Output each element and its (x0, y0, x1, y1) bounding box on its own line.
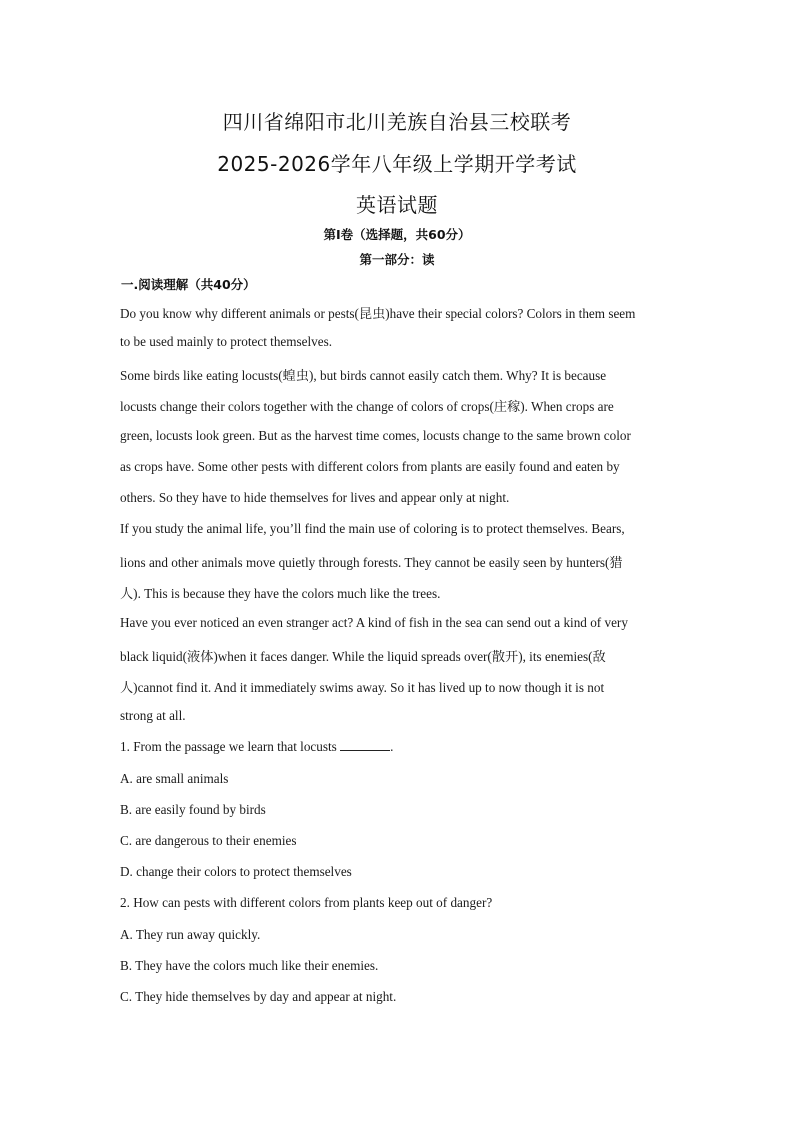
passage-line: black liquid(液体)when it faces danger. While the liquid spreads over(散开), its enemies(敌 (120, 649, 606, 664)
passage-line: If you study the animal life, you’ll find the main use of coloring is to protect themselves. Bears, (120, 521, 625, 536)
question-stem-text: 1. From the passage we learn that locusts (120, 739, 337, 754)
passage-line: others. So they have to hide themselves for lives and appear only at night. (120, 490, 510, 505)
passage-line: lions and other animals move quietly through forests. They cannot be easily seen by hunters(猎 (120, 555, 623, 570)
section-heading: 一.阅读理解（共40分） (121, 277, 256, 292)
answer-option: C. are dangerous to their enemies (120, 833, 297, 848)
passage-line: strong at all. (120, 708, 186, 723)
passage-line: 人). This is because they have the colors much like the trees. (120, 586, 441, 601)
question-stem (120, 739, 393, 755)
answer-option: C. They hide themselves by day and appear at night. (120, 989, 397, 1004)
passage-line: to be used mainly to protect themselves. (120, 334, 333, 349)
exam-title-line-3: 英语试题 (356, 193, 438, 217)
question-stem: 2. How can pests with different colors from plants keep out of danger? (120, 895, 493, 910)
answer-blank (340, 739, 390, 751)
passage-line: Have you ever noticed an even stranger act? A kind of fish in the sea can send out a kind of very (120, 615, 628, 630)
exam-title-line-2: 2025-2026学年八年级上学期开学考试 (217, 152, 577, 176)
question-stem-end: . (390, 739, 394, 754)
passage-line: locusts change their colors together with the change of colors of crops(庄稼). When crops are (120, 399, 614, 414)
answer-option: B. They have the colors much like their enemies. (120, 958, 379, 973)
answer-option: A. They run away quickly. (120, 927, 261, 942)
answer-option: B. are easily found by birds (120, 802, 266, 817)
passage-line: Some birds like eating locusts(蝗虫), but birds cannot easily catch them. Why? It is because (120, 368, 607, 383)
passage-line: Do you know why different animals or pests(昆虫)have their special colors? Colors in them seem (120, 306, 636, 321)
passage-line: as crops have. Some other pests with different colors from plants are easily found and eaten by (120, 459, 620, 474)
passage-line: green, locusts look green. But as the harvest time comes, locusts change to the same brown color (120, 428, 631, 443)
answer-option: A. are small animals (120, 771, 229, 786)
passage-line: 人)cannot find it. And it immediately swims away. So it has lived up to now though it is not (120, 680, 605, 695)
volume-heading: 第Ⅰ卷（选择题，共60分） (323, 227, 471, 242)
part-heading: 第一部分：读 (359, 252, 435, 267)
exam-title-line-1: 四川省绵阳市北川羌族自治县三校联考 (222, 110, 572, 134)
answer-option: D. change their colors to protect themselves (120, 864, 352, 879)
